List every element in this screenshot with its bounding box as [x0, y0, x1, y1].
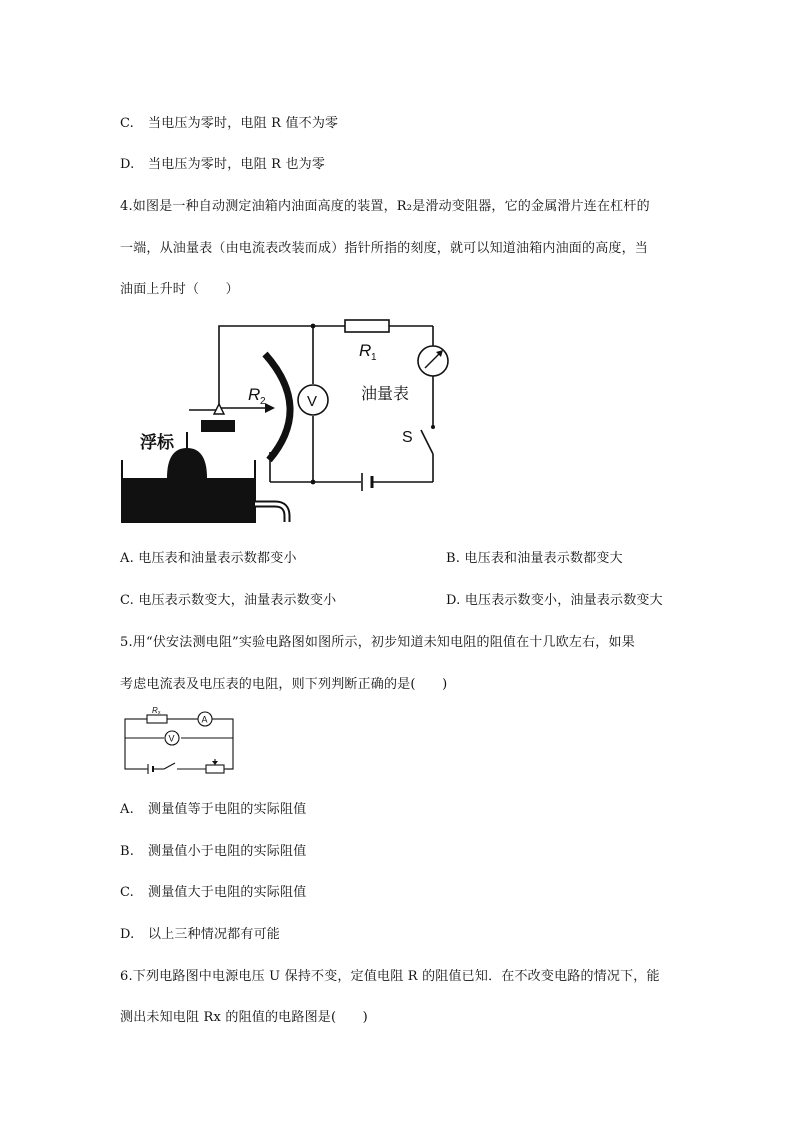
voltmeter-small-label: V — [168, 733, 175, 744]
option-letter: D. — [120, 157, 135, 172]
slider-arrow-icon — [265, 403, 275, 413]
oil-gauge-label: 油量表 — [361, 386, 410, 403]
q4-option-b: B. 电压表和油量表示数都变大 — [446, 551, 623, 566]
q3-option-d — [120, 153, 325, 172]
option-text: 当电压为零时，电阻 R 值不为零 — [148, 116, 339, 131]
q6-stem-line-2: 测出未知电阻 Rx 的阻值的电路图是( ) — [120, 1010, 368, 1025]
option-text: 测量值小于电阻的实际阻值 — [148, 844, 307, 859]
q4-option-a: A. 电压表和油量表示数都变小 — [120, 551, 297, 566]
option-letter: A. — [120, 802, 134, 817]
option-text: 测量值大于电阻的实际阻值 — [148, 885, 307, 900]
q5-stem-line-2: 考虑电流表及电压表的电阻，则下列判断正确的是( ) — [120, 677, 448, 692]
q3-option-c — [120, 112, 338, 131]
r1-label: R — [359, 341, 372, 360]
float-icon — [167, 448, 207, 478]
ammeter-label: A — [201, 714, 208, 725]
rx-subscript: x — [158, 710, 161, 716]
q5-option-b — [120, 840, 306, 859]
q6-stem-line-1: 6.下列电路图中电源电压 U 保持不变，定值电阻 R 的阻值已知．在不改变电路的情况下，能 — [120, 969, 660, 984]
option-letter: B. — [120, 844, 135, 859]
q5-option-c — [120, 881, 306, 900]
resistor-rx — [147, 715, 167, 723]
q5-stem-line-1: 5.用“伏安法测电阻”实验电路图如图所示，初步知道未知电阻的阻值在十几欧左右，如果 — [120, 635, 635, 650]
q5-option-d — [120, 923, 280, 942]
voltammetry-circuit-figure — [120, 704, 238, 774]
q4-stem-line-1: 4.如图是一种自动测定油箱内油面高度的装置，R₂是滑动变阻器，它的金属滑片连在杠杆的 — [120, 199, 650, 214]
oil-gauge-icon — [418, 346, 448, 376]
rx-label: R — [152, 706, 158, 715]
r2-subscript: 2 — [260, 396, 266, 407]
oil-level-circuit-figure — [115, 312, 455, 528]
float-label: 浮标 — [140, 433, 174, 452]
switch-icon — [421, 430, 433, 454]
q4-option-c: C. 电压表示数变大，油量表示数变小 — [120, 593, 337, 608]
r1-subscript: 1 — [371, 352, 377, 363]
option-letter: C. — [120, 885, 135, 900]
voltmeter-label: V — [307, 393, 318, 410]
q4-option-d: D. 电压表示数变小，油量表示数变大 — [446, 593, 663, 608]
rheostat-icon — [206, 765, 224, 773]
q4-stem-line-3: 油面上升时（ ） — [120, 282, 239, 297]
option-letter: D. — [120, 927, 135, 942]
q4-stem-line-2: 一端，从油量表（由电流表改装而成）指针所指的刻度，就可以知道油箱内油面的高度，当 — [120, 241, 649, 256]
resistor-r1 — [345, 320, 389, 332]
option-letter: C. — [120, 116, 135, 131]
q5-option-a — [120, 798, 306, 817]
option-text: 当电压为零时，电阻 R 也为零 — [148, 157, 326, 172]
r2-label: R — [248, 385, 261, 404]
switch-label: S — [402, 429, 413, 446]
option-text: 以上三种情况都有可能 — [148, 927, 281, 942]
option-text: 测量值等于电阻的实际阻值 — [148, 802, 307, 817]
